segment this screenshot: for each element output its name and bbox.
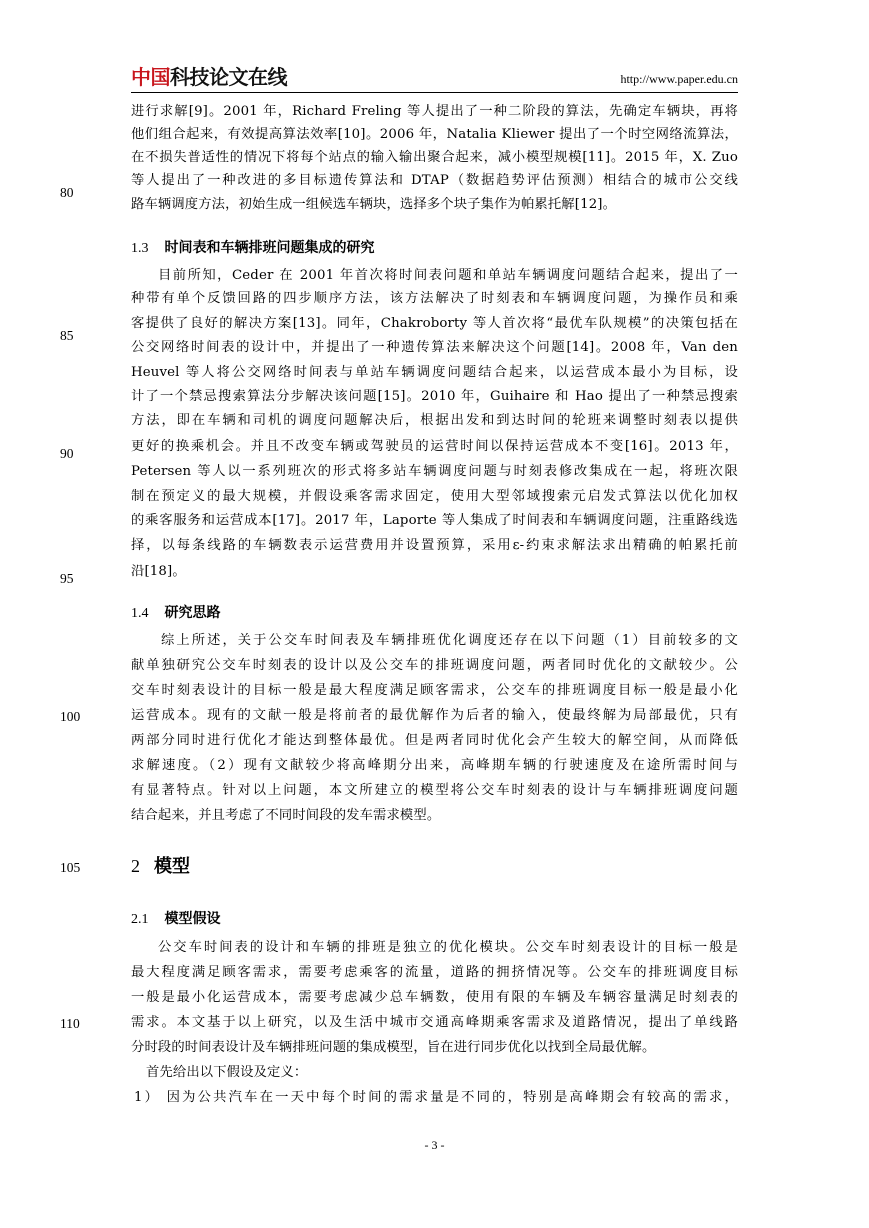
section-heading-1-4	[131, 602, 221, 625]
body-line: 择，以每条线路的车辆数表示运营费用并设置预算，采用ε-约束求解法求出精确的帕累托前	[131, 538, 738, 553]
body-line: 综上所述，关于公交车时间表及车辆排班优化调度还存在以下问题（1）目前较多的文	[161, 633, 738, 648]
body-line: 求解速度。（2）现有文献较少将高峰期分出来，高峰期车辆的行驶速度及在途所需时间与	[131, 758, 738, 773]
body-line: 等人提出了一种改进的多目标遗传算法和 DTAP（数据趋势评估预测）相结合的城市公交线	[131, 173, 738, 188]
page-header	[131, 66, 738, 92]
body-line: 制在预定义的最大规模，并假设乘客需求固定，使用大型邻域搜索元启发式算法以优化加权	[131, 489, 738, 504]
section-heading-1-3	[131, 237, 375, 260]
line-number: 80	[60, 185, 74, 200]
body-line: 在不损失普适性的情况下将每个站点的输入输出聚合起来，减小模型规模[11]。2015 年，X. Zuo	[131, 150, 738, 165]
line-number: 110	[60, 1016, 80, 1031]
line-number: 100	[60, 709, 81, 724]
body-line: 种带有单个反馈回路的四步顺序方法，该方法解决了时刻表和车辆调度问题，为操作员和乘	[131, 291, 738, 306]
body-line: 沿[18]。	[131, 564, 186, 579]
body-line: 分时段的时间表设计及车辆排班问题的集成模型，旨在进行同步优化以找到全局最优解。	[131, 1040, 656, 1055]
body-line: 首先给出以下假设及定义：	[146, 1065, 308, 1080]
body-line: 运营成本。现有的文献一般是将前者的最优解作为后者的输入，使最终解为局部最优，只有	[131, 708, 738, 723]
body-line: 献单独研究公交车时刻表的设计以及公交车的排班调度问题，两者同时优化的文献较少。公	[131, 658, 738, 673]
line-number: 85	[60, 328, 74, 343]
body-line: 更好的换乘机会。并且不改变车辆或驾驶员的运营时间以保持运营成本不变[16]。2013 年，	[131, 439, 738, 454]
section-number: 2	[131, 856, 140, 876]
body-line: 进行求解[9]。2001 年，Richard Freling 等人提出了一种二阶段的算法，先确定车辆块，再将	[131, 104, 738, 119]
logo-red-text: 中国	[131, 65, 170, 89]
section-title: 研究思路	[164, 605, 221, 621]
body-line: 的乘客服务和运营成本[17]。2017 年，Laporte 等人集成了时间表和车辆调度问题，注重路线选	[131, 513, 738, 528]
body-line: 交车时刻表设计的目标一般是最大程度满足顾客需求，公交车的排班调度目标一般是最小化	[131, 683, 738, 698]
body-line: 他们组合起来，有效提高算法效率[10]。2006 年，Natalia Kliewer 提出了一个时空网络流算法，	[131, 127, 738, 142]
body-line: 方法，即在车辆和司机的调度问题解决后，根据出发和到达时间的轮班来调整时刻表以提供	[131, 413, 738, 428]
logo	[131, 66, 287, 88]
line-number: 90	[60, 446, 74, 461]
section-number: 1.4	[131, 606, 149, 621]
body-line: 客提供了良好的解决方案[13]。同年，Chakroborty 等人首次将“最优车队规模”的决策包括在	[131, 316, 738, 331]
header-url[interactable]: http://www.paper.edu.cn	[620, 72, 738, 86]
page-number: - 3 -	[424, 1138, 445, 1152]
body-line: 1） 因为公共汽车在一天中每个时间的需求量是不同的，特别是高峰期会有较高的需求，	[134, 1090, 738, 1105]
body-line: 目前所知，Ceder 在 2001 年首次将时间表问题和单站车辆调度问题结合起来，提出了一	[158, 268, 738, 283]
body-line: 结合起来，并且考虑了不同时间段的发车需求模型。	[131, 808, 441, 823]
body-line: 路车辆调度方法，初始生成一组候选车辆块，选择多个块子集作为帕累托解[12]。	[131, 197, 617, 212]
body-line: 计了一个禁忌搜索算法分步解决该问题[15]。2010 年，Guihaire 和 Hao 提出了一种禁忌搜索	[131, 389, 738, 404]
section-title: 时间表和车辆排班问题集成的研究	[164, 240, 375, 256]
section-heading-2	[131, 854, 190, 879]
section-title: 模型	[154, 856, 190, 877]
logo-black-text: 科技论文在线	[170, 65, 287, 89]
body-line: Petersen 等人以一系列班次的形式将多站车辆调度问题与时刻表修改集成在一起，将班次限	[131, 464, 738, 479]
body-line: 最大程度满足顾客需求，需要考虑乘客的流量，道路的拥挤情况等。公交车的排班调度目标	[131, 965, 738, 980]
body-line: 两部分同时进行优化才能达到整体最优。但是两者同时优化会产生较大的解空间，从而降低	[131, 733, 738, 748]
section-title: 模型假设	[164, 911, 221, 927]
body-line: Heuvel 等人将公交网络时间表与单站车辆调度问题结合起来，以运营成本最小为目标，设	[131, 365, 738, 380]
body-line: 需求。本文基于以上研究，以及生活中城市交通高峰期乘客需求及道路情况，提出了单线路	[131, 1015, 738, 1030]
section-number: 1.3	[131, 241, 149, 256]
line-number: 95	[60, 571, 74, 586]
body-line: 一般是最小化运营成本，需要考虑减少总车辆数，使用有限的车辆及车辆容量满足时刻表的	[131, 990, 738, 1005]
body-line: 公交网络时间表的设计中，并提出了一种遗传算法来解决这个问题[14]。2008 年，Van den	[131, 340, 738, 355]
section-number: 2.1	[131, 912, 149, 927]
body-line: 公交车时间表的设计和车辆的排班是独立的优化模块。公交车时刻表设计的目标一般是	[158, 940, 738, 955]
section-heading-2-1	[131, 908, 221, 931]
line-number: 105	[60, 860, 81, 875]
header-rule	[131, 92, 738, 93]
body-line: 有显著特点。针对以上问题，本文所建立的模型将公交车时刻表的设计与车辆排班调度问题	[131, 783, 738, 798]
